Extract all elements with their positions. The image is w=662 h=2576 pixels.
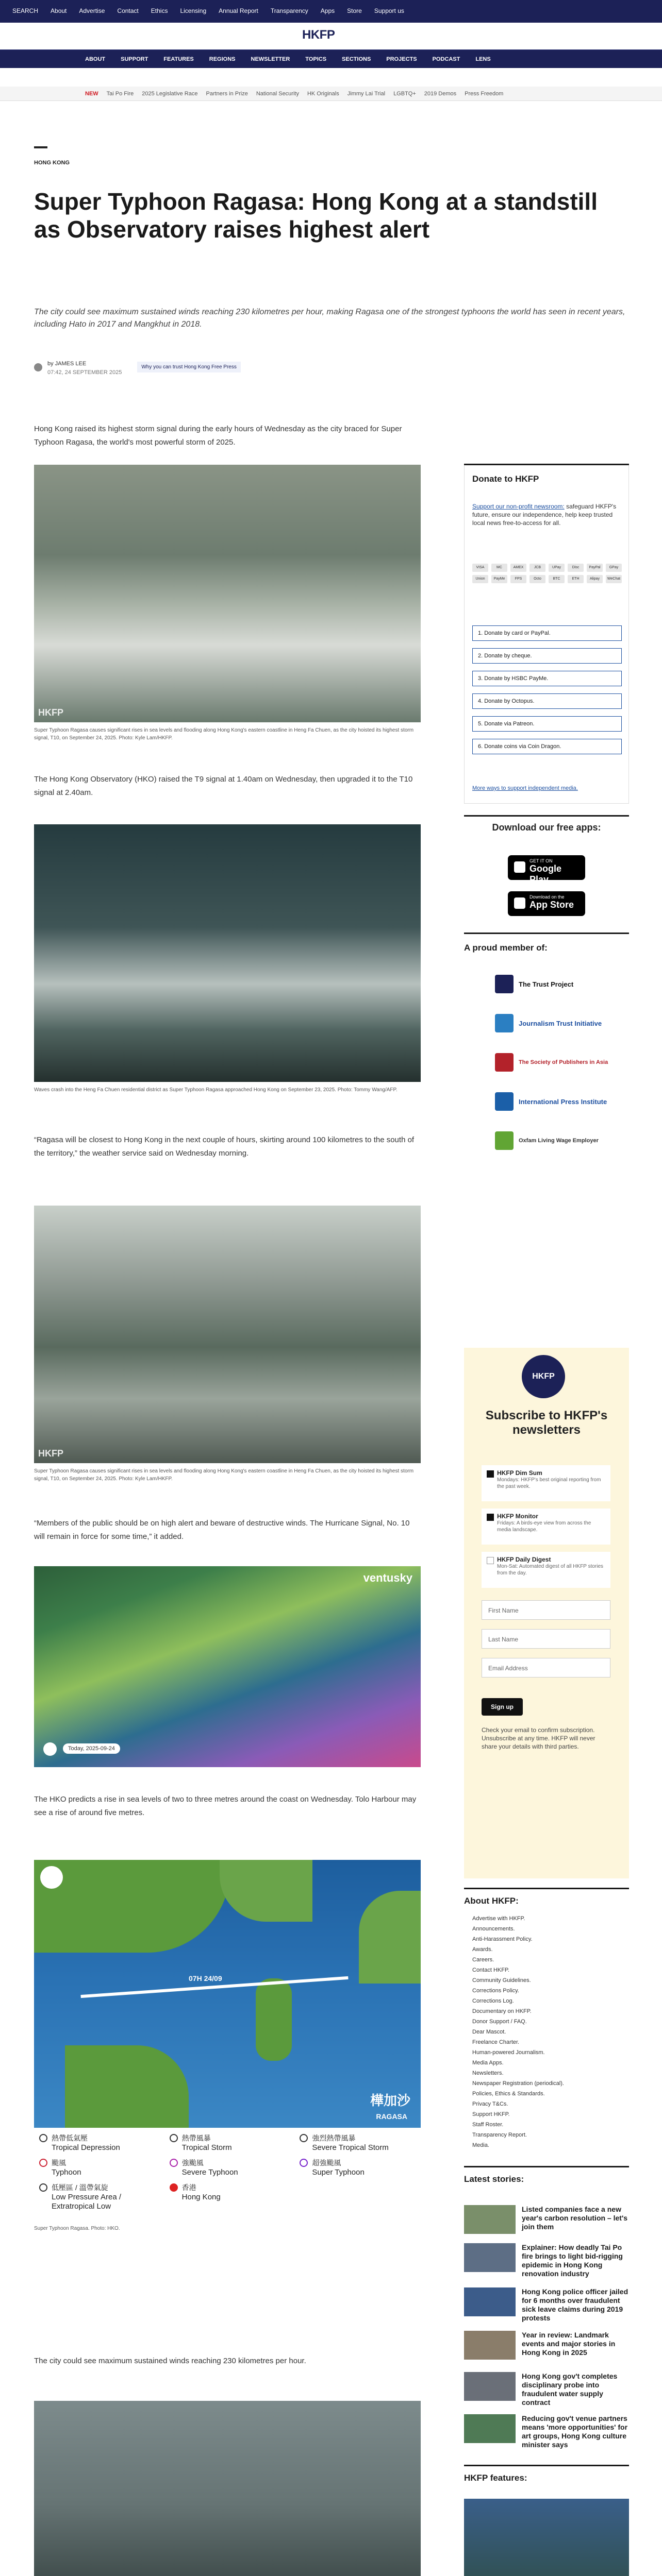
x-icon[interactable] [12, 30, 20, 37]
about-link[interactable]: Careers. [472, 1957, 494, 1963]
latest-story[interactable]: Explainer: How deadly Tai Po fire brings to light bid-rigging epidemic in Hong Kong renovation industry [464, 2243, 629, 2276]
donate-option[interactable]: 5. Donate via Patreon. [472, 716, 622, 732]
apple-icon [514, 897, 525, 909]
donate-option[interactable]: 2. Donate by cheque. [472, 648, 622, 664]
about-link[interactable]: Human-powered Journalism. [472, 2049, 545, 2056]
about-link[interactable]: Privacy T&Cs. [472, 2101, 508, 2107]
story-thumbnail [464, 2287, 516, 2316]
nav-lens[interactable]: LENS [475, 56, 491, 62]
trending-bar [0, 87, 662, 101]
about-link[interactable]: Media Apps. [472, 2060, 504, 2066]
payment-icon: VISA [472, 564, 488, 572]
donate-intro: Support our non-profit newsroom: safeguard HKFP's future, ensure our independence, help keep trusted local news free-to-access for all. [472, 503, 617, 527]
contact-link[interactable]: Contact [117, 7, 139, 14]
article-photo [34, 465, 421, 722]
payment-icon: BTC [549, 575, 565, 583]
member-logo[interactable]: The Society of Publishers in Asia [495, 1053, 608, 1072]
photo-watermark: HKFP [38, 707, 63, 718]
apps-link[interactable]: Apps [320, 7, 335, 14]
payment-icon: UPay [549, 564, 565, 572]
checkbox-checked-icon[interactable] [487, 1514, 494, 1521]
trending-item[interactable]: Tai Po Fire [106, 91, 134, 97]
payment-icon: PayPal [587, 564, 603, 572]
threads-icon[interactable] [49, 30, 57, 37]
about-link[interactable]: Community Guidelines. [472, 1977, 531, 1984]
latest-story[interactable]: Listed companies face a new year's carbon resolution – let's join them [464, 2205, 629, 2238]
bluesky-icon[interactable] [62, 30, 69, 37]
story-thumbnail [464, 2414, 516, 2443]
legend-item: 強颱風 Severe Typhoon [170, 2158, 291, 2177]
article-photo [34, 1206, 421, 1463]
trending-item[interactable]: Press Freedom [465, 91, 504, 97]
features-title: HKFP features: [464, 2473, 527, 2483]
nav-podcast[interactable]: PODCAST [432, 56, 460, 62]
hko-logo [40, 1866, 63, 1889]
latest-story[interactable]: Year in review: Landmark events and major stories in Hong Kong in 2025 [464, 2331, 629, 2364]
photo-caption: Super Typhoon Ragasa causes significant rises in sea levels and flooding along Hong Kong's eastern coastline in Heng Fa Chuen, as the city hoisted its highest storm signal, T10, on September 24, 2025. Photo: Kyle Lam/HKFP. [34, 727, 414, 741]
super-typhoon-icon [300, 2159, 308, 2167]
legend-item: 低壓區 / 溫帶氣旋 Low Pressure Area / Extratropical Low [39, 2182, 160, 2211]
legend-item: 香港 Hong Kong [170, 2182, 291, 2211]
newsletter-option-dim-sum[interactable]: HKFP Dim Sum Mondays: HKFP's best original reporting from the past week. [482, 1465, 610, 1501]
feature-image[interactable] [464, 2499, 629, 2576]
about-link[interactable]: Awards. [472, 1946, 493, 1953]
checkbox-checked-icon[interactable] [487, 1470, 494, 1478]
about-link[interactable]: About [51, 7, 67, 14]
about-link[interactable]: Corrections Log. [472, 1998, 514, 2004]
payment-icon: MC [491, 564, 507, 572]
nav-support[interactable]: SUPPORT [121, 56, 148, 62]
article-paragraph: The HKO predicts a rise in sea levels of two to three metres around the coast on Wednesday. Tolo Harbour may see a rise of around five metres. [34, 1795, 417, 1817]
youtube-icon[interactable] [87, 30, 94, 37]
payment-icon: Union [472, 575, 488, 583]
about-link[interactable]: Freelance Charter. [472, 2039, 520, 2045]
article-paragraph: The Hong Kong Observatory (HKO) raised the T9 signal at 1.40am on Wednesday, then upgraded it to the T10 signal at 2.40am. [34, 775, 413, 797]
payment-icon: AMEX [510, 564, 526, 572]
donate-link[interactable]: Support our non-profit newsroom: [472, 503, 565, 510]
legend-item: 熱帶風暴 Tropical Storm [170, 2133, 291, 2153]
latest-title: Latest stories: [464, 2174, 524, 2184]
google-play-button[interactable]: GET IT ON Google Play [508, 855, 585, 880]
nav-projects[interactable]: PROJECTS [386, 56, 417, 62]
trust-project-icon [495, 975, 514, 993]
publish-date: 07:42, 24 SEPTEMBER 2025 [47, 369, 122, 376]
kicker-rule [34, 146, 47, 148]
article-paragraph: “Members of the public should be on high alert and beware of destructive winds. The Hurricane Signal, No. 10 will remain in force for some time,” it added. [34, 1519, 410, 1541]
nav-about[interactable]: ABOUT [85, 56, 106, 62]
latest-story[interactable]: Reducing gov't venue partners means 'more opportunities' for art groups, Hong Kong culture minister says [464, 2414, 629, 2447]
member-logo[interactable]: Oxfam Living Wage Employer [495, 1131, 599, 1150]
donate-option[interactable]: 1. Donate by card or PayPal. [472, 625, 622, 641]
trending-item[interactable]: Partners in Prize [206, 91, 248, 97]
article-paragraph: The city could see maximum sustained winds reaching 230 kilometres per hour. [34, 2357, 306, 2365]
member-logo[interactable]: The Trust Project [495, 975, 573, 993]
menu-icon[interactable] [619, 33, 628, 40]
payment-icon: FPS [510, 575, 526, 583]
nav-regions[interactable]: REGIONS [209, 56, 236, 62]
payment-icon: Alipay [587, 575, 603, 583]
typhoon-track-map [34, 1860, 421, 2128]
nav-sections[interactable]: SECTIONS [342, 56, 371, 62]
instagram-icon[interactable] [37, 30, 44, 37]
trending-item[interactable]: Jimmy Lai Trial [347, 91, 386, 97]
about-link[interactable]: Policies, Ethics & Standards. [472, 2091, 545, 2097]
donate-option[interactable]: 3. Donate by HSBC PayMe. [472, 671, 622, 686]
about-links [472, 1913, 627, 2150]
newsletter-option-monitor[interactable]: HKFP Monitor Fridays: A birds-eye view from across the media landscape. [482, 1509, 610, 1545]
legend-item: 超強颱風 Super Typhoon [300, 2158, 421, 2177]
sopa-icon [495, 1053, 514, 1072]
ethics-link[interactable]: Ethics [151, 7, 168, 14]
ventusky-wind-map[interactable] [34, 1566, 421, 1767]
latest-story[interactable]: Hong Kong police officer jailed for 6 months over fraudulent sick leave claims during 2019 protests [464, 2287, 629, 2320]
tropical-depression-icon [39, 2134, 47, 2142]
telegram-icon[interactable] [111, 30, 119, 37]
social-icons [12, 30, 131, 37]
member-logo[interactable]: Journalism Trust Initiative [495, 1014, 602, 1032]
story-thumbnail [464, 2372, 516, 2401]
map-caption: Super Typhoon Ragasa. Photo: HKO. [34, 2226, 120, 2231]
member-logo[interactable]: International Press Institute [495, 1092, 607, 1111]
payment-icon: JCB [529, 564, 545, 572]
newsletter-logo: HKFP [522, 1355, 565, 1398]
about-link[interactable]: Media. [472, 2142, 490, 2148]
byline [34, 359, 241, 376]
story-thumbnail [464, 2205, 516, 2234]
article-paragraph: “Ragasa will be closest to Hong Kong in the next couple of hours, skirting around 100 kilometres to the south of the territory,” the weather service said on Wednesday morning. [34, 1136, 415, 1158]
legend-item: 熱帶低氣壓 Tropical Depression [39, 2133, 160, 2153]
trending-item[interactable]: LGBTQ+ [393, 91, 416, 97]
donate-option[interactable]: 4. Donate by Octopus. [472, 693, 622, 709]
nav-newsletter[interactable]: NEWSLETTER [251, 56, 290, 62]
payment-icon: PayMe [491, 575, 507, 583]
trending-item[interactable]: HK Originals [307, 91, 339, 97]
trust-link[interactable]: Why you can trust Hong Kong Free Press [137, 362, 241, 372]
logo-name [342, 27, 384, 43]
member-title: A proud member of: [464, 943, 548, 953]
logo-name-line-1: HONG KONG [342, 27, 384, 35]
apps-title: Download our free apps: [492, 822, 601, 833]
about-link[interactable]: Documentary on HKFP. [472, 2008, 532, 2014]
nav-features[interactable]: FEATURES [163, 56, 194, 62]
typhoon-name-zh: 樺加沙 [370, 2093, 410, 2108]
newsletter-title: Subscribe to HKFP's newsletters [485, 1409, 608, 1437]
about-link[interactable]: Dear Mascot. [472, 2029, 506, 2035]
donate-options [472, 625, 622, 761]
about-link[interactable]: Newsletters. [472, 2070, 504, 2076]
rss-icon[interactable] [124, 30, 131, 37]
trending-item[interactable]: 2025 Legislative Race [142, 91, 198, 97]
photo-caption: Waves crash into the Heng Fa Chuen residential district as Super Typhoon Ragasa approached Hong Kong on September 23, 2025. Photo: Tommy Wang/AFP. [34, 1087, 398, 1093]
play-icon[interactable] [43, 1742, 57, 1756]
checkbox-unchecked-icon[interactable] [487, 1557, 494, 1564]
newsletter-option-daily-digest[interactable]: HKFP Daily Digest Mon-Sat: Automated digest of all HKFP stories from the day. [482, 1552, 610, 1588]
article-photo [34, 824, 421, 1082]
app-store-button[interactable]: Download on the App Store [508, 891, 585, 916]
payment-icon: GPay [606, 564, 622, 572]
legend-item: 強烈熱帶風暴 Severe Tropical Storm [300, 2133, 421, 2153]
severe-tropical-storm-icon [300, 2134, 308, 2142]
mastodon-icon[interactable] [99, 30, 106, 37]
annual-report-link[interactable]: Annual Report [219, 7, 258, 14]
legend-item: 颱風 Typhoon [39, 2158, 160, 2177]
google-play-icon [514, 861, 525, 873]
about-link[interactable]: Transparency Report. [472, 2132, 527, 2138]
about-title: About HKFP: [464, 1896, 519, 1906]
about-link[interactable]: Contact HKFP. [472, 1967, 509, 1973]
support-us-link[interactable]: Support us [374, 7, 404, 14]
article-paragraph: Hong Kong raised its highest storm signal during the early hours of Wednesday as the city braced for Super Typhoon Ragasa, the world's most powerful storm of 2025. [34, 425, 402, 447]
oxfam-icon [495, 1131, 514, 1150]
support-hkfp-button[interactable]: SUPPORT HKFP [469, 31, 524, 43]
latest-story[interactable]: Hong Kong gov't completes disciplinary probe into fraudulent water supply contract [464, 2372, 629, 2405]
article-photo [34, 2401, 421, 2576]
logo-name-line-2: FREE PRESS [342, 35, 385, 43]
story-thumbnail [464, 2331, 516, 2360]
author-avatar [34, 363, 42, 371]
about-link[interactable]: Announcements. [472, 1926, 515, 1932]
transparency-link[interactable]: Transparency [270, 7, 308, 14]
payment-icon: ETH [568, 575, 584, 583]
payment-icon: WeChat [606, 575, 622, 583]
low-pressure-icon [39, 2183, 47, 2192]
about-link[interactable]: Support HKFP. [472, 2111, 510, 2117]
about-link[interactable]: Staff Roster. [472, 2122, 504, 2128]
about-link[interactable]: Donor Support / FAQ. [472, 2019, 527, 2025]
licensing-link[interactable]: Licensing [180, 7, 207, 14]
sign-in-link[interactable]: Sign in [577, 34, 597, 41]
typhoon-name-en: RAGASA [376, 2112, 407, 2121]
trending-new-label: NEW [85, 91, 98, 97]
advertise-link[interactable]: Advertise [79, 7, 105, 14]
utility-links [12, 7, 404, 14]
story-thumbnail [464, 2243, 516, 2272]
article-category[interactable]: HONG KONG [34, 160, 70, 166]
email-field[interactable]: Email Address [482, 1658, 610, 1677]
trending-item[interactable]: 2019 Demos [424, 91, 457, 97]
about-link[interactable]: Newspaper Registration (periodical). [472, 2080, 564, 2087]
about-link[interactable]: Advertise with HKFP. [472, 1916, 525, 1922]
map-time-label: Today, 2025-09-24 [63, 1743, 120, 1754]
more-ways-link[interactable]: More ways to support independent media. [472, 785, 578, 791]
linkedin-icon[interactable] [74, 30, 81, 37]
nav-topics[interactable]: TOPICS [305, 56, 327, 62]
sign-up-button[interactable]: Sign up [482, 1698, 523, 1716]
last-name-field[interactable]: Last Name [482, 1629, 610, 1649]
logo-box: HKFP [299, 26, 338, 44]
map-position-time: 07H 24/09 [189, 1974, 222, 1982]
search-link[interactable]: SEARCH [12, 7, 39, 14]
article-standfirst: The city could see maximum sustained winds reaching 230 kilometres per hour, making Ragasa one of the strongest typhoons the world has seen in recent years, including Hato in 2017 and Mangkhut in 2018. [34, 308, 625, 329]
payment-icon: Disc [568, 564, 584, 572]
typhoon-icon [39, 2159, 47, 2167]
photo-caption: Super Typhoon Ragasa causes significant rises in sea levels and flooding along Hong Kong's eastern coastline in Heng Fa Chuen, as the city hoisted its highest storm signal, T10, on September 24, 2025. Photo: Kyle Lam/HKFP. [34, 1468, 414, 1482]
ipi-icon [495, 1092, 514, 1111]
photo-watermark: HKFP [38, 1448, 63, 1459]
severe-typhoon-icon [170, 2159, 178, 2167]
top-utility-bar [0, 0, 662, 23]
trending-item[interactable]: National Security [256, 91, 299, 97]
site-logo[interactable] [299, 25, 385, 45]
language-link[interactable]: 中文HK [541, 35, 562, 42]
payment-icon: Octo [529, 575, 545, 583]
author-name[interactable]: by JAMES LEE [47, 361, 87, 367]
newsletter-note: Check your email to confirm subscription. Unsubscribe at any time. HKFP will never share your details with third parties. [482, 1726, 595, 1750]
ventusky-logo: ventusky [363, 1571, 412, 1584]
jti-icon [495, 1014, 514, 1032]
about-link[interactable]: Corrections Policy. [472, 1988, 519, 1994]
store-link[interactable]: Store [347, 7, 362, 14]
facebook-icon[interactable] [25, 30, 32, 37]
donate-option[interactable]: 6. Donate coins via Coin Dragon. [472, 739, 622, 754]
map-legend [39, 2133, 421, 2211]
payment-methods [472, 564, 622, 583]
hong-kong-marker-icon [170, 2183, 178, 2192]
tropical-storm-icon [170, 2134, 178, 2142]
donate-title: Donate to HKFP [472, 474, 539, 484]
article-headline: Super Typhoon Ragasa: Hong Kong at a standstill as Observatory raises highest alert [34, 188, 598, 243]
about-link[interactable]: Anti-Harassment Policy. [472, 1936, 533, 1942]
first-name-field[interactable]: First Name [482, 1600, 610, 1620]
main-nav [0, 49, 662, 68]
